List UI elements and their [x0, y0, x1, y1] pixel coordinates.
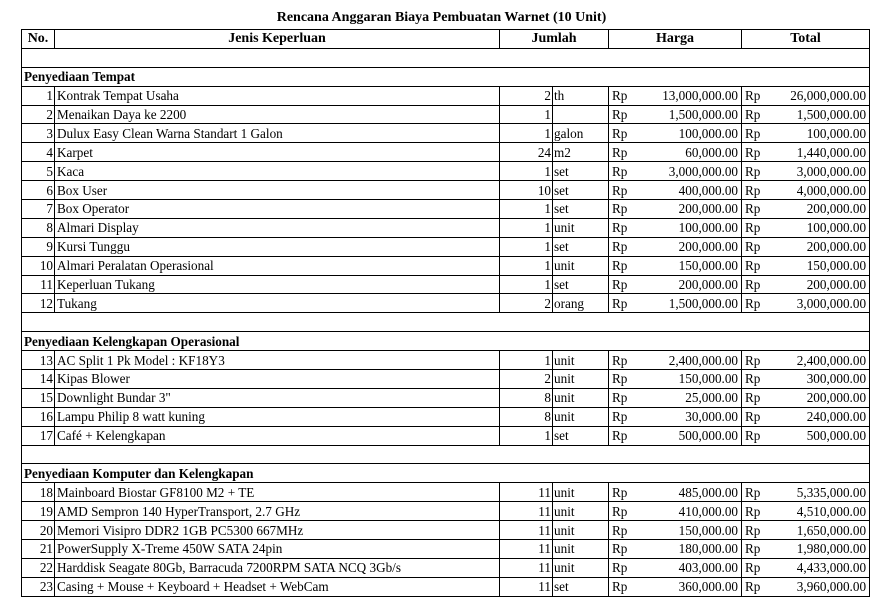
item-name: Memori Visipro DDR2 1GB PC5300 667MHz: [55, 521, 500, 540]
header-total: Total: [742, 30, 870, 49]
total-amount: 1,440,000.00: [769, 143, 870, 162]
quantity: 2: [500, 370, 553, 389]
header-price: Harga: [609, 30, 742, 49]
price-currency: Rp: [609, 294, 636, 313]
total-currency: Rp: [742, 275, 769, 294]
section-title: Penyediaan Komputer dan Kelengkapan: [22, 464, 870, 483]
item-name: PowerSupply X-Treme 450W SATA 24pin: [55, 540, 500, 559]
total-amount: 100,000.00: [769, 124, 870, 143]
item-name: Tukang: [55, 294, 500, 313]
row-number: 18: [22, 483, 55, 502]
price-amount: 1,500,000.00: [636, 294, 742, 313]
unit: unit: [553, 407, 609, 426]
row-number: 17: [22, 426, 55, 445]
quantity: 11: [500, 577, 553, 596]
price-amount: 200,000.00: [636, 275, 742, 294]
row-number: 22: [22, 558, 55, 577]
quantity: 1: [500, 237, 553, 256]
price-amount: 25,000.00: [636, 388, 742, 407]
price-currency: Rp: [609, 351, 636, 370]
quantity: 1: [500, 124, 553, 143]
quantity: 1: [500, 256, 553, 275]
quantity: 10: [500, 181, 553, 200]
item-name: Casing + Mouse + Keyboard + Headset + WebCam: [55, 577, 500, 596]
table-row: [22, 426, 870, 445]
total-currency: Rp: [742, 256, 769, 275]
price-amount: 100,000.00: [636, 124, 742, 143]
unit: unit: [553, 351, 609, 370]
price-amount: 150,000.00: [636, 370, 742, 389]
total-amount: 4,510,000.00: [769, 502, 870, 521]
spacer-cell: [22, 48, 870, 67]
price-currency: Rp: [609, 558, 636, 577]
item-name: Café + Kelengkapan: [55, 426, 500, 445]
total-currency: Rp: [742, 540, 769, 559]
total-currency: Rp: [742, 502, 769, 521]
unit: set: [553, 162, 609, 181]
price-amount: 13,000,000.00: [636, 86, 742, 105]
total-amount: 3,000,000.00: [769, 162, 870, 181]
table-row: [22, 370, 870, 389]
total-amount: 1,980,000.00: [769, 540, 870, 559]
total-currency: Rp: [742, 521, 769, 540]
total-currency: Rp: [742, 162, 769, 181]
item-name: Harddisk Seagate 80Gb, Barracuda 7200RPM SATA NCQ 3Gb/s: [55, 558, 500, 577]
price-currency: Rp: [609, 86, 636, 105]
quantity: 1: [500, 426, 553, 445]
total-currency: Rp: [742, 218, 769, 237]
price-currency: Rp: [609, 256, 636, 275]
total-currency: Rp: [742, 388, 769, 407]
total-currency: Rp: [742, 294, 769, 313]
header-qty: Jumlah: [500, 30, 609, 49]
unit: unit: [553, 370, 609, 389]
total-amount: 1,500,000.00: [769, 105, 870, 124]
unit: orang: [553, 294, 609, 313]
price-amount: 1,500,000.00: [636, 105, 742, 124]
total-currency: Rp: [742, 558, 769, 577]
price-currency: Rp: [609, 540, 636, 559]
spacer-row: [22, 313, 870, 332]
unit: m2: [553, 143, 609, 162]
price-amount: 403,000.00: [636, 558, 742, 577]
spacer-row: [22, 48, 870, 67]
total-amount: 4,000,000.00: [769, 181, 870, 200]
quantity: 11: [500, 540, 553, 559]
row-number: 14: [22, 370, 55, 389]
price-amount: 100,000.00: [636, 218, 742, 237]
total-currency: Rp: [742, 86, 769, 105]
price-currency: Rp: [609, 124, 636, 143]
total-amount: 200,000.00: [769, 388, 870, 407]
price-currency: Rp: [609, 275, 636, 294]
unit: set: [553, 181, 609, 200]
total-currency: Rp: [742, 407, 769, 426]
total-amount: 4,433,000.00: [769, 558, 870, 577]
total-amount: 2,400,000.00: [769, 351, 870, 370]
quantity: 11: [500, 558, 553, 577]
section-title: Penyediaan Tempat: [22, 67, 870, 86]
total-amount: 5,335,000.00: [769, 483, 870, 502]
unit: [553, 105, 609, 124]
item-name: Kontrak Tempat Usaha: [55, 86, 500, 105]
quantity: 1: [500, 218, 553, 237]
row-number: 7: [22, 200, 55, 219]
table-row: [22, 351, 870, 370]
row-number: 23: [22, 577, 55, 596]
item-name: Karpet: [55, 143, 500, 162]
row-number: 9: [22, 237, 55, 256]
total-amount: 500,000.00: [769, 426, 870, 445]
quantity: 2: [500, 86, 553, 105]
total-currency: Rp: [742, 181, 769, 200]
quantity: 1: [500, 200, 553, 219]
row-number: 10: [22, 256, 55, 275]
row-number: 1: [22, 86, 55, 105]
total-currency: Rp: [742, 143, 769, 162]
table-row: [22, 483, 870, 502]
quantity: 11: [500, 521, 553, 540]
quantity: 1: [500, 351, 553, 370]
row-number: 19: [22, 502, 55, 521]
item-name: Keperluan Tukang: [55, 275, 500, 294]
quantity: 24: [500, 143, 553, 162]
quantity: 8: [500, 407, 553, 426]
unit: unit: [553, 218, 609, 237]
total-currency: Rp: [742, 237, 769, 256]
unit: unit: [553, 388, 609, 407]
unit: unit: [553, 483, 609, 502]
total-amount: 26,000,000.00: [769, 86, 870, 105]
table-row: [22, 502, 870, 521]
total-amount: 200,000.00: [769, 275, 870, 294]
unit: set: [553, 237, 609, 256]
price-currency: Rp: [609, 200, 636, 219]
table-row: [22, 521, 870, 540]
price-currency: Rp: [609, 407, 636, 426]
price-amount: 400,000.00: [636, 181, 742, 200]
price-currency: Rp: [609, 370, 636, 389]
table-row: [22, 218, 870, 237]
item-name: Kipas Blower: [55, 370, 500, 389]
unit: unit: [553, 256, 609, 275]
table-row: [22, 256, 870, 275]
table-row: [22, 577, 870, 596]
table-row: [22, 200, 870, 219]
price-currency: Rp: [609, 577, 636, 596]
total-amount: 300,000.00: [769, 370, 870, 389]
table-row: [22, 181, 870, 200]
total-currency: Rp: [742, 200, 769, 219]
spacer-cell: [22, 313, 870, 332]
item-name: AMD Sempron 140 HyperTransport, 2.7 GHz: [55, 502, 500, 521]
price-currency: Rp: [609, 388, 636, 407]
table-row: [22, 294, 870, 313]
row-number: 16: [22, 407, 55, 426]
table-row: [22, 162, 870, 181]
table-row: [22, 124, 870, 143]
total-currency: Rp: [742, 483, 769, 502]
quantity: 2: [500, 294, 553, 313]
price-amount: 2,400,000.00: [636, 351, 742, 370]
table-row: [22, 105, 870, 124]
unit: unit: [553, 558, 609, 577]
unit: galon: [553, 124, 609, 143]
price-amount: 150,000.00: [636, 521, 742, 540]
price-currency: Rp: [609, 502, 636, 521]
quantity: 11: [500, 483, 553, 502]
spacer-row: [22, 445, 870, 464]
price-amount: 200,000.00: [636, 200, 742, 219]
total-amount: 3,960,000.00: [769, 577, 870, 596]
header-no: No.: [22, 30, 55, 49]
row-number: 11: [22, 275, 55, 294]
quantity: 1: [500, 162, 553, 181]
total-currency: Rp: [742, 351, 769, 370]
total-amount: 150,000.00: [769, 256, 870, 275]
row-number: 2: [22, 105, 55, 124]
price-currency: Rp: [609, 105, 636, 124]
item-name: Mainboard Biostar GF8100 M2 + TE: [55, 483, 500, 502]
row-number: 20: [22, 521, 55, 540]
price-currency: Rp: [609, 521, 636, 540]
price-currency: Rp: [609, 143, 636, 162]
total-amount: 200,000.00: [769, 237, 870, 256]
unit: set: [553, 275, 609, 294]
quantity: 1: [500, 275, 553, 294]
price-amount: 360,000.00: [636, 577, 742, 596]
unit: set: [553, 200, 609, 219]
quantity: 1: [500, 105, 553, 124]
item-name: Lampu Philip 8 watt kuning: [55, 407, 500, 426]
price-currency: Rp: [609, 237, 636, 256]
section-header-row: [22, 464, 870, 483]
unit: set: [553, 426, 609, 445]
item-name: Kaca: [55, 162, 500, 181]
table-row: [22, 558, 870, 577]
table-row: [22, 86, 870, 105]
total-amount: 200,000.00: [769, 200, 870, 219]
row-number: 8: [22, 218, 55, 237]
item-name: Menaikan Daya ke 2200: [55, 105, 500, 124]
price-currency: Rp: [609, 181, 636, 200]
row-number: 6: [22, 181, 55, 200]
total-currency: Rp: [742, 426, 769, 445]
price-amount: 150,000.00: [636, 256, 742, 275]
table-row: [22, 143, 870, 162]
table-row: [22, 388, 870, 407]
total-amount: 100,000.00: [769, 218, 870, 237]
section-header-row: [22, 67, 870, 86]
price-currency: Rp: [609, 426, 636, 445]
item-name: Downlight Bundar 3": [55, 388, 500, 407]
budget-table: [21, 29, 870, 597]
unit: unit: [553, 540, 609, 559]
total-amount: 3,000,000.00: [769, 294, 870, 313]
total-currency: Rp: [742, 124, 769, 143]
item-name: Dulux Easy Clean Warna Standart 1 Galon: [55, 124, 500, 143]
header-item: Jenis Keperluan: [55, 30, 500, 49]
item-name: Almari Peralatan Operasional: [55, 256, 500, 275]
document-title: Rencana Anggaran Biaya Pembuatan Warnet (10 Unit): [276, 10, 607, 25]
row-number: 3: [22, 124, 55, 143]
row-number: 12: [22, 294, 55, 313]
row-number: 15: [22, 388, 55, 407]
price-amount: 200,000.00: [636, 237, 742, 256]
price-amount: 60,000.00: [636, 143, 742, 162]
quantity: 11: [500, 502, 553, 521]
unit: unit: [553, 521, 609, 540]
unit: th: [553, 86, 609, 105]
row-number: 4: [22, 143, 55, 162]
section-title: Penyediaan Kelengkapan Operasional: [22, 332, 870, 351]
total-currency: Rp: [742, 105, 769, 124]
unit: unit: [553, 502, 609, 521]
row-number: 21: [22, 540, 55, 559]
price-amount: 485,000.00: [636, 483, 742, 502]
total-currency: Rp: [742, 577, 769, 596]
price-currency: Rp: [609, 483, 636, 502]
table-row: [22, 540, 870, 559]
row-number: 13: [22, 351, 55, 370]
table-row: [22, 275, 870, 294]
price-amount: 410,000.00: [636, 502, 742, 521]
price-amount: 500,000.00: [636, 426, 742, 445]
item-name: Box Operator: [55, 200, 500, 219]
total-currency: Rp: [742, 370, 769, 389]
section-header-row: [22, 332, 870, 351]
item-name: Kursi Tunggu: [55, 237, 500, 256]
price-currency: Rp: [609, 218, 636, 237]
table-body: [22, 48, 870, 596]
table-header-row: [22, 30, 870, 49]
item-name: Box User: [55, 181, 500, 200]
spacer-cell: [22, 445, 870, 464]
item-name: AC Split 1 Pk Model : KF18Y3: [55, 351, 500, 370]
price-currency: Rp: [609, 162, 636, 181]
unit: set: [553, 577, 609, 596]
table-row: [22, 237, 870, 256]
quantity: 8: [500, 388, 553, 407]
price-amount: 180,000.00: [636, 540, 742, 559]
item-name: Almari Display: [55, 218, 500, 237]
price-amount: 3,000,000.00: [636, 162, 742, 181]
total-amount: 1,650,000.00: [769, 521, 870, 540]
row-number: 5: [22, 162, 55, 181]
table-row: [22, 407, 870, 426]
price-amount: 30,000.00: [636, 407, 742, 426]
total-amount: 240,000.00: [769, 407, 870, 426]
